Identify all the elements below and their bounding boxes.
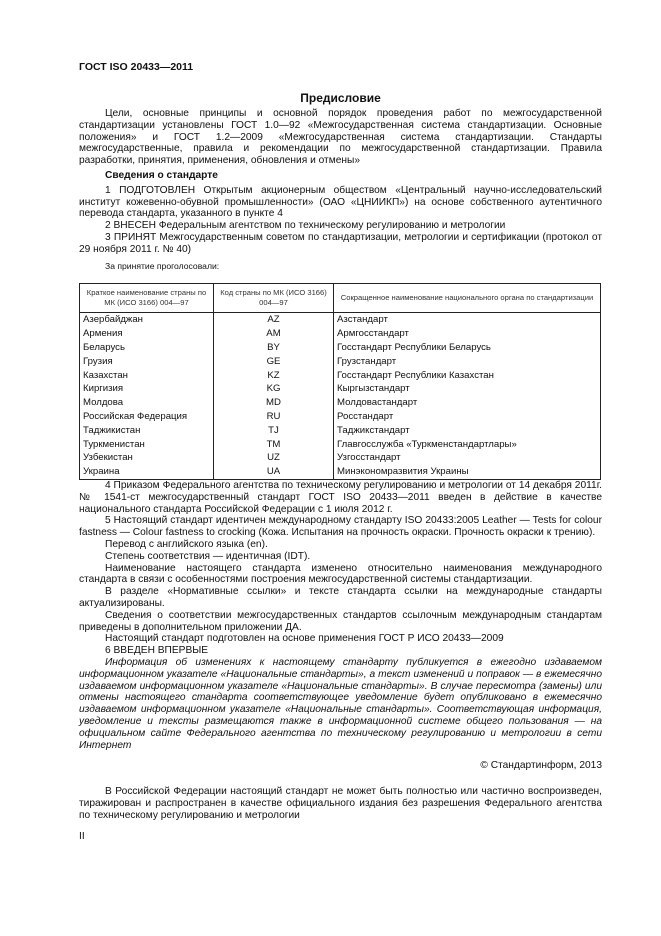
country-cell: Армения — [80, 327, 214, 341]
body-cell: Госстандарт Республики Казахстан — [334, 368, 601, 382]
item-6: 6 ВВЕДЕН ВПЕРВЫЕ — [105, 645, 209, 657]
page-number: II — [79, 830, 85, 842]
intro-paragraph: Цели, основные принципы и основной порядок проведения работ по межгосударственной стандартизации установлены ГОСТ 1.0—92 «Межгосударственная система стандартизации. Основные положения» и ГОСТ 1.2—2009 «Межгосударственная система стандартизации. Стандарты межгосударственные, правила и рекомендации по межгосударственной стандартизации. Правила разработки, принятия, применения, обновления и отмены» — [79, 108, 602, 167]
code-cell: TM — [214, 437, 334, 451]
translation-note: Перевод с английского языка (en). — [105, 538, 268, 550]
country-cell: Украина — [80, 465, 214, 479]
country-cell: Туркменистан — [80, 437, 214, 451]
table-row — [80, 437, 601, 451]
country-cell: Молдова — [80, 396, 214, 410]
code-cell: AZ — [214, 313, 334, 327]
code-cell: RU — [214, 410, 334, 424]
voting-table — [79, 283, 601, 480]
table-row — [80, 396, 601, 410]
item-2: 2 ВНЕСЕН Федеральным агентством по техническому регулированию и метрологии — [105, 220, 506, 232]
table-row — [80, 354, 601, 368]
item-5: 5 Настоящий стандарт идентичен международному стандарту ISO 20433:2005 Leather — Tests for colour fastness — Colour fastness to crocking (Кожа. Испытания на прочность окраски. Прочность окраски к трению). — [79, 515, 602, 539]
document-header: ГОСТ ISO 20433—2011 — [79, 61, 194, 73]
page-title: Предисловие — [300, 91, 381, 105]
country-cell: Таджикистан — [80, 423, 214, 437]
changes-info: Информация об изменениях к настоящему стандарту публикуется в ежегодно издаваемом информационном указателе «Национальные стандарты», а текст изменений и поправок — в ежемесячно издаваемом информационном указателе «Национальные стандарты». В случае пересмотра (замены) или отмены настоящего стандарта соответствующее уведомление будет опубликовано в ежемесячно издаваемом информационном указателе «Национальные стандарты». Соответствующая информация, уведомление и тексты размещаются также в информационной системе общего пользования — на официальном сайте Федерального агентства по техническому регулированию и метрологии в сети Интернет — [79, 656, 602, 751]
code-cell: KZ — [214, 368, 334, 382]
body-cell: Армгосстандарт — [334, 327, 601, 341]
table-row — [80, 410, 601, 424]
code-cell: UA — [214, 465, 334, 479]
item-1: 1 ПОДГОТОВЛЕН Открытым акционерным обществом «Центральный научно-исследовательский институт кожевенно-обувной промышленности» (ОАО «ЦНИИКП») на основе собственного аутентичного перевода стандарта, указанного в пункте 4 — [79, 184, 602, 220]
country-cell: Киргизия — [80, 382, 214, 396]
info-heading: Сведения о стандарте — [105, 169, 218, 181]
country-cell: Беларусь — [80, 341, 214, 355]
country-cell: Узбекистан — [80, 451, 214, 465]
body-cell: Минэкономразвития Украины — [334, 465, 601, 479]
table-row — [80, 465, 601, 479]
body-cell: Таджикстандарт — [334, 423, 601, 437]
table-row — [80, 341, 601, 355]
conformity-note: Степень соответствия — идентичная (IDT). — [105, 550, 311, 562]
column-header: Сокращенное наименование национального органа по стандартизации — [334, 284, 601, 313]
vote-label: За принятие проголосовали: — [105, 260, 220, 271]
table-row — [80, 423, 601, 437]
code-cell: TJ — [214, 423, 334, 437]
column-header: Код страны по МК (ИСО 3166) 004—97 — [214, 284, 334, 313]
table-row — [80, 313, 601, 327]
preface-top — [79, 108, 602, 272]
name-change-note: Наименование настоящего стандарта изменено относительно наименования международного стандарта в связи с особенностями построения межгосударственной системы стандартизации. — [79, 562, 602, 586]
code-cell: MD — [214, 396, 334, 410]
item-3: 3 ПРИНЯТ Межгосударственным советом по стандартизации, метрологии и сертификации (протокол от 29 ноября 2011 г. № 40) — [79, 231, 602, 255]
annex-note: Сведения о соответствии межгосударственных стандартов ссылочным международным стандартам приведены в дополнительном приложении ДА. — [79, 609, 602, 633]
reproduction-notice: В Российской Федерации настоящий стандарт не может быть полностью или частично воспроизведен, тиражирован и распространен в качестве официального издания без разрешения Федерального агентства по техническому регулированию и метрологии — [79, 786, 602, 821]
table-row — [80, 382, 601, 396]
code-cell: GE — [214, 354, 334, 368]
body-cell: Кыргызстандарт — [334, 382, 601, 396]
copyright: © Стандартинформ, 2013 — [480, 760, 602, 772]
code-cell: BY — [214, 341, 334, 355]
references-note: В разделе «Нормативные ссылки» и тексте стандарта ссылки на международные стандарты актуализированы. — [79, 586, 602, 609]
basis-note: Настоящий стандарт подготовлен на основе применения ГОСТ Р ИСО 20433—2009 — [105, 633, 504, 645]
item-4: 4 Приказом Федерального агентства по техническому регулированию и метрологии от 14 декабря 2011г. № 1541-ст межгосударственный стандарт ГОСТ ISO 20433—2011 введен в действие в качестве национального стандарта Российской Федерации с 1 июля 2012 г. — [79, 480, 602, 515]
preface-bottom — [79, 480, 602, 842]
country-cell: Российская Федерация — [80, 410, 214, 424]
table-row — [80, 451, 601, 465]
country-cell: Грузия — [80, 354, 214, 368]
code-cell: UZ — [214, 451, 334, 465]
table-row — [80, 327, 601, 341]
table-row — [80, 368, 601, 382]
column-header: Краткое наименование страны по МК (ИСО 3166) 004—97 — [80, 284, 214, 313]
code-cell: AM — [214, 327, 334, 341]
body-cell: Азстандарт — [334, 313, 601, 327]
country-cell: Азербайджан — [80, 313, 214, 327]
body-cell: Узгосстандарт — [334, 451, 601, 465]
body-cell: Главгосслужба «Туркменстандартлары» — [334, 437, 601, 451]
table-header-row — [80, 284, 601, 313]
code-cell: KG — [214, 382, 334, 396]
body-cell: Грузстандарт — [334, 354, 601, 368]
country-cell: Казахстан — [80, 368, 214, 382]
body-cell: Молдовастандарт — [334, 396, 601, 410]
body-cell: Росстандарт — [334, 410, 601, 424]
body-cell: Госстандарт Республики Беларусь — [334, 341, 601, 355]
